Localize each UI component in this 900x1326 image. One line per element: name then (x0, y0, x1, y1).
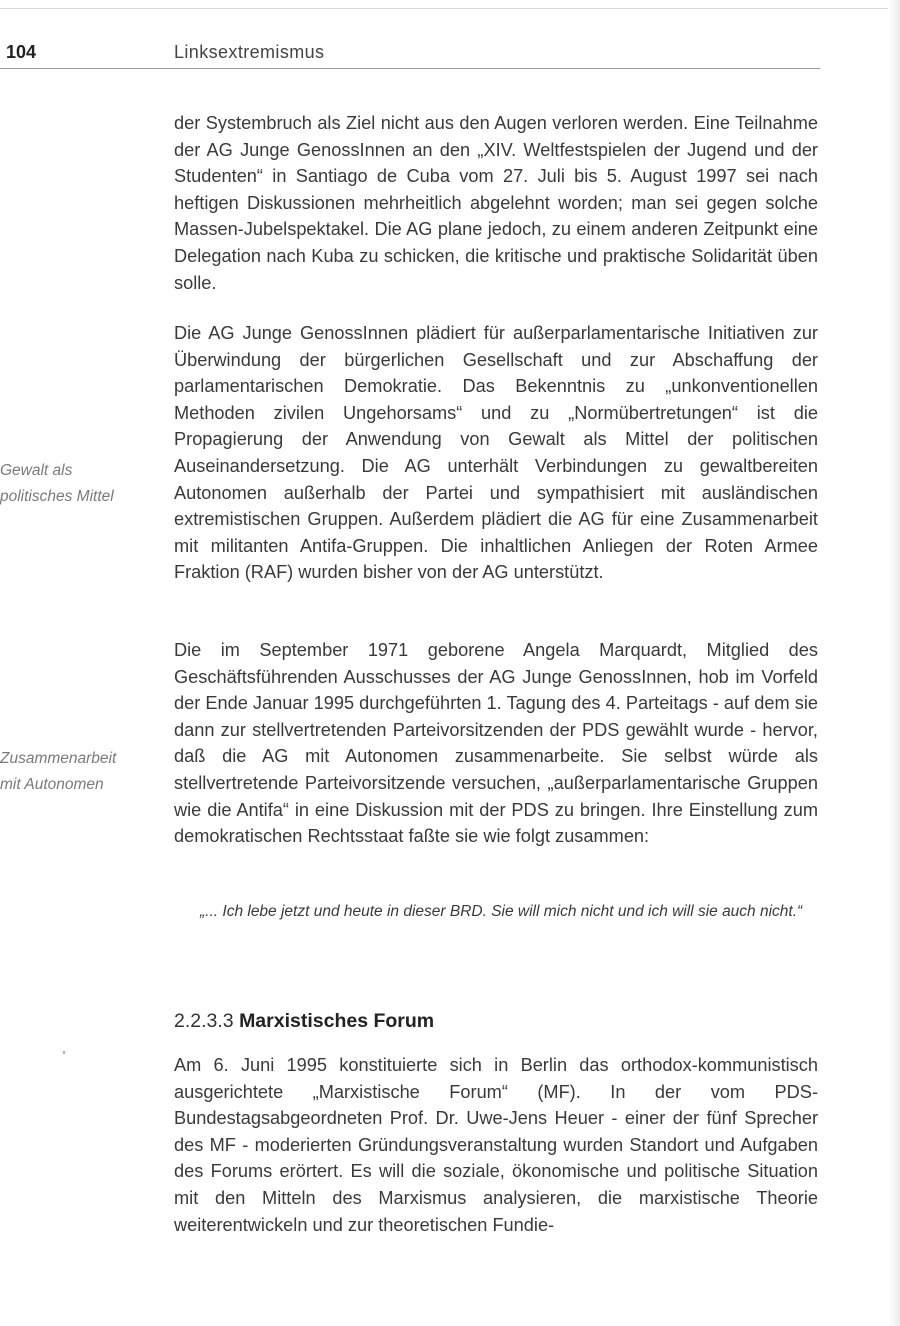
paragraph-text: Am 6. Juni 1995 konstituierte sich in Berlin das orthodox-kommunistisch ausgerichtete „Marxistische Forum“ (MF). In der vom PDS-Bundestagsabgeordneten Prof. Dr. Uwe-Jens Heuer - einer der fünf Sprecher des MF - moderierten Gründungsveranstaltung wurden Standort und Aufgaben des Forums erörtert. Es will die soziale, ökonomische und politische Situation mit den Mitteln des Marxismus analysieren, die marxistische Theorie weiterentwickeln und zur theoretischen Fundie- (174, 1055, 818, 1235)
margin-note-line: Zusammenarbeit (0, 750, 117, 767)
running-head: Linksextremismus (174, 42, 325, 62)
scan-speck (63, 1051, 65, 1054)
block-quote: „... Ich lebe jetzt und heute in dieser BRD. Sie will mich nicht und ich will sie auch nicht.“ (200, 903, 803, 920)
header-rule (0, 68, 820, 69)
paragraph-text: der Systembruch als Ziel nicht aus den Augen verloren werden. Eine Teilnahme der AG Junge GenossInnen an den „XIV. Weltfestspielen der Jugend und der Studenten“ in Santiago de Cuba vom 27. Juli bis 5. August 1997 sei nach heftigen Diskussionen mehrheitlich abgelehnt worden; man sei gegen solche Massen-Jubelspektakel. Die AG plane jedoch, zu einem anderen Zeitpunkt eine Delegation nach Kuba zu schicken, die kritische und praktische Solidarität üben solle. (174, 113, 818, 293)
margin-note-cooperation (0, 746, 160, 798)
section-number: 2.2.3.3 (174, 1010, 234, 1032)
page-number: 104 (6, 42, 37, 62)
paragraph-2 (174, 320, 818, 586)
page-header (0, 40, 820, 68)
page-edge (0, 8, 900, 9)
margin-note-line: politisches Mittel (0, 488, 114, 505)
margin-note-line: mit Autonomen (0, 776, 104, 793)
section-heading (174, 1010, 434, 1033)
margin-note-violence (0, 458, 160, 510)
section-paragraph (174, 1052, 818, 1238)
page-shadow (888, 0, 900, 1326)
section-title: Marxistisches Forum (239, 1010, 435, 1032)
paragraph-text: Die im September 1971 geborene Angela Marquardt, Mitglied des Geschäftsführenden Ausschusses der AG Junge GenossInnen, hob im Vorfeld der Ende Januar 1995 durchgeführten 1. Tagung des 4. Parteitags - auf dem sie dann zur stellvertretenden Parteivorsitzenden der PDS gewählt wurde - hervor, daß die AG mit Autonomen zusammenarbeite. Sie selbst würde als stellvertretende Parteivorsitzende versuchen, „außerparlamentarische Gruppen wie die Antifa“ in eine Diskussion mit der PDS zu bringen. Ihre Einstellung zum demokratischen Rechtsstaat faßte sie wie folgt zusammen: (174, 640, 818, 847)
paragraph-1 (174, 110, 818, 296)
paragraph-3 (174, 637, 818, 850)
margin-note-line: Gewalt als (0, 462, 73, 479)
paragraph-text: Die AG Junge GenossInnen plädiert für außerparlamentarische Initiativen zur Überwindung der bürgerlichen Gesellschaft und zur Abschaffung der parlamentarischen Demokratie. Das Bekenntnis zu „unkonventionellen Methoden zivilen Ungehorsams“ und zu „Normübertretungen“ ist die Propagierung der Anwendung von Gewalt als Mittel der politischen Auseinandersetzung. Die AG unterhält Verbindungen zu gewaltbereiten Autonomen außerhalb der Partei und sympathisiert mit ausländischen extremistischen Gruppen. Außerdem plädiert die AG für eine Zusammenarbeit mit militanten Antifa-Gruppen. Die inhaltlichen Anliegen der Roten Armee Fraktion (RAF) wurden bisher von der AG unterstützt. (174, 323, 818, 583)
